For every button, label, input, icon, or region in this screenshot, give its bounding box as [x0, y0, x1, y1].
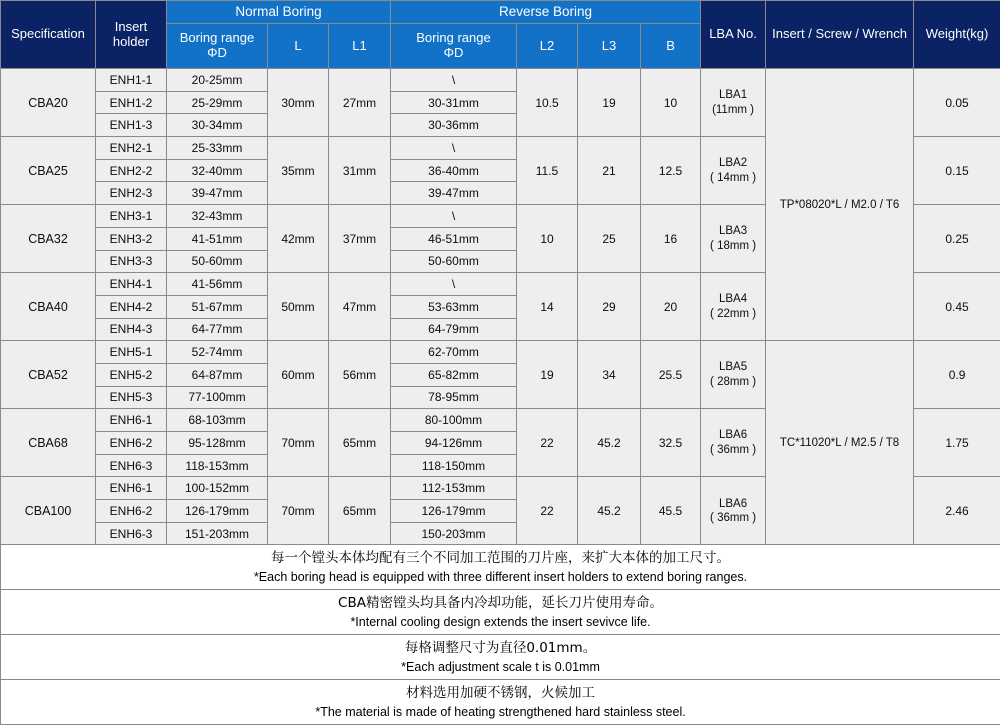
- cell-weight: 2.46: [914, 477, 1000, 545]
- cell-normal-boring-range: 100-152mm: [167, 477, 268, 500]
- cell-insert-holder: ENH6-1: [96, 477, 167, 500]
- cell-reverse-l3: 45.2: [578, 477, 641, 545]
- note-row: [1, 635, 1000, 680]
- cell-normal-boring-range: 118-153mm: [167, 454, 268, 477]
- cell-normal-boring-range: 64-87mm: [167, 363, 268, 386]
- header-specification: Specification: [1, 1, 96, 69]
- cell-normal-boring-range: 52-74mm: [167, 341, 268, 364]
- cell-reverse-l2: 19: [517, 341, 578, 409]
- lba-name: LBA5: [718, 361, 748, 374]
- cell-normal-boring-range: 32-43mm: [167, 205, 268, 228]
- lba-size: ( 22mm ): [710, 307, 757, 320]
- cell-reverse-boring-range: 150-203mm: [391, 522, 517, 545]
- cell-normal-l: 60mm: [268, 341, 329, 409]
- cell-normal-boring-range: 41-51mm: [167, 227, 268, 250]
- header-l: L: [268, 24, 329, 69]
- header-insert-screw-wrench: Insert / Screw / Wrench: [766, 1, 914, 69]
- cell-reverse-boring-range: 30-31mm: [391, 91, 517, 114]
- cell-weight: 1.75: [914, 409, 1000, 477]
- note-row: [1, 590, 1000, 635]
- cell-normal-l: 70mm: [268, 409, 329, 477]
- note-cell: [1, 680, 1000, 725]
- cell-reverse-boring-range: 78-95mm: [391, 386, 517, 409]
- cell-reverse-l2: 22: [517, 409, 578, 477]
- lba-name: LBA4: [718, 293, 748, 306]
- cell-specification: CBA25: [1, 137, 96, 205]
- cell-normal-l: 35mm: [268, 137, 329, 205]
- cell-reverse-l2: 10: [517, 205, 578, 273]
- lba-name: LBA2: [718, 157, 748, 170]
- lba-size: ( 18mm ): [710, 239, 757, 252]
- cell-lba-no: [701, 69, 766, 137]
- cell-normal-boring-range: 25-29mm: [167, 91, 268, 114]
- cell-specification: CBA40: [1, 273, 96, 341]
- cell-reverse-b: 12.5: [641, 137, 701, 205]
- cell-lba-no: [701, 273, 766, 341]
- header-weight: Weight(kg): [914, 1, 1000, 69]
- cell-normal-boring-range: 151-203mm: [167, 522, 268, 545]
- note-row: [1, 680, 1000, 725]
- cell-normal-boring-range: 68-103mm: [167, 409, 268, 432]
- cell-normal-l1: 27mm: [329, 69, 391, 137]
- note-cell: [1, 545, 1000, 590]
- cell-normal-l1: 56mm: [329, 341, 391, 409]
- cell-normal-l1: 31mm: [329, 137, 391, 205]
- cell-reverse-b: 45.5: [641, 477, 701, 545]
- cell-normal-boring-range: 64-77mm: [167, 318, 268, 341]
- cell-reverse-l3: 29: [578, 273, 641, 341]
- note-cell: [1, 635, 1000, 680]
- header-boring-range-symbol: ΦD: [443, 45, 464, 60]
- cell-normal-l1: 65mm: [329, 477, 391, 545]
- cell-normal-l: 42mm: [268, 205, 329, 273]
- cell-insert-holder: ENH4-3: [96, 318, 167, 341]
- note-text-chinese: 每一个镗头本体均配有三个不同加工范围的刀片座，来扩大本体的加工尺寸。: [271, 549, 731, 566]
- cell-normal-boring-range: 51-67mm: [167, 295, 268, 318]
- note-text-english: *Each boring head is equipped with three different insert holders to extend boring ranges.: [253, 570, 748, 585]
- cell-reverse-boring-range: \: [391, 69, 517, 92]
- lba-name: LBA6: [718, 429, 748, 442]
- cell-insert-holder: ENH5-2: [96, 363, 167, 386]
- note-text-chinese: 每格调整尺寸为直径0.01mm。: [404, 639, 597, 656]
- cell-weight: 0.25: [914, 205, 1000, 273]
- cell-reverse-b: 20: [641, 273, 701, 341]
- cell-insert-holder: ENH2-1: [96, 137, 167, 160]
- header-lba-no: LBA No.: [701, 1, 766, 69]
- cell-normal-l: 50mm: [268, 273, 329, 341]
- note-text-chinese: 材料选用加硬不锈钢，火候加工: [406, 684, 596, 701]
- lba-size: (11mm ): [712, 103, 755, 116]
- cell-lba-no: [701, 409, 766, 477]
- header-normal-boring: Normal Boring: [167, 1, 391, 24]
- cell-normal-boring-range: 32-40mm: [167, 159, 268, 182]
- cell-insert-holder: ENH3-1: [96, 205, 167, 228]
- cell-specification: CBA68: [1, 409, 96, 477]
- cell-insert-holder: ENH1-1: [96, 69, 167, 92]
- header-l3: L3: [578, 24, 641, 69]
- cell-normal-boring-range: 41-56mm: [167, 273, 268, 296]
- header-insert-holder-line2: holder: [112, 33, 150, 49]
- cell-reverse-b: 10: [641, 69, 701, 137]
- note-text-chinese: CBA精密镗头均具备内冷却功能，延长刀片使用寿命。: [338, 594, 663, 611]
- cell-normal-boring-range: 39-47mm: [167, 182, 268, 205]
- cell-insert-holder: ENH4-2: [96, 295, 167, 318]
- cell-insert-holder: ENH6-2: [96, 432, 167, 455]
- cell-reverse-boring-range: 36-40mm: [391, 159, 517, 182]
- header-boring-range-label: Boring range: [179, 30, 255, 46]
- cell-normal-boring-range: 126-179mm: [167, 500, 268, 523]
- table-header: [1, 1, 1000, 69]
- cell-normal-boring-range: 20-25mm: [167, 69, 268, 92]
- cell-normal-boring-range: 30-34mm: [167, 114, 268, 137]
- cell-reverse-l3: 34: [578, 341, 641, 409]
- header-reverse-boring-range: [391, 24, 517, 69]
- cell-reverse-boring-range: 118-150mm: [391, 454, 517, 477]
- cell-insert-holder: ENH1-2: [96, 91, 167, 114]
- lba-name: LBA3: [718, 225, 748, 238]
- cell-reverse-b: 32.5: [641, 409, 701, 477]
- cell-normal-l1: 37mm: [329, 205, 391, 273]
- lba-size: ( 36mm ): [710, 511, 757, 524]
- cell-reverse-boring-range: \: [391, 137, 517, 160]
- header-normal-boring-range: [167, 24, 268, 69]
- note-text-english: *Each adjustment scale t is 0.01mm: [401, 660, 600, 675]
- cell-reverse-b: 16: [641, 205, 701, 273]
- cell-insert-holder: ENH6-2: [96, 500, 167, 523]
- table-row: [1, 69, 1000, 92]
- cell-specification: CBA20: [1, 69, 96, 137]
- header-reverse-boring: Reverse Boring: [391, 1, 701, 24]
- header-row-groups: [1, 1, 1000, 24]
- cell-reverse-boring-range: 80-100mm: [391, 409, 517, 432]
- note-text-english: *Internal cooling design extends the insert sevivce life.: [350, 615, 651, 630]
- cell-lba-no: [701, 137, 766, 205]
- cell-normal-boring-range: 95-128mm: [167, 432, 268, 455]
- cell-lba-no: [701, 477, 766, 545]
- cell-reverse-l2: 10.5: [517, 69, 578, 137]
- cell-reverse-boring-range: 64-79mm: [391, 318, 517, 341]
- cell-reverse-boring-range: 46-51mm: [391, 227, 517, 250]
- header-insert-holder: [96, 1, 167, 69]
- table-body: [1, 69, 1000, 725]
- cell-lba-no: [701, 341, 766, 409]
- cell-insert-holder: ENH1-3: [96, 114, 167, 137]
- cell-insert-holder: ENH6-1: [96, 409, 167, 432]
- cell-weight: 0.15: [914, 137, 1000, 205]
- cell-insert-holder: ENH6-3: [96, 522, 167, 545]
- note-cell: [1, 590, 1000, 635]
- cell-weight: 0.9: [914, 341, 1000, 409]
- cell-reverse-l2: 14: [517, 273, 578, 341]
- cell-insert-holder: ENH3-2: [96, 227, 167, 250]
- cell-insert-holder: ENH6-3: [96, 454, 167, 477]
- cell-weight: 0.45: [914, 273, 1000, 341]
- cell-reverse-boring-range: \: [391, 273, 517, 296]
- cell-reverse-boring-range: 39-47mm: [391, 182, 517, 205]
- cell-reverse-boring-range: 50-60mm: [391, 250, 517, 273]
- cell-insert-holder: ENH2-2: [96, 159, 167, 182]
- header-l1: L1: [329, 24, 391, 69]
- cell-insert-holder: ENH5-3: [96, 386, 167, 409]
- cell-reverse-l2: 22: [517, 477, 578, 545]
- cell-specification: CBA52: [1, 341, 96, 409]
- note-text-english: *The material is made of heating strengthened hard stainless steel.: [315, 705, 686, 720]
- cell-insert-holder: ENH2-3: [96, 182, 167, 205]
- cell-reverse-boring-range: 94-126mm: [391, 432, 517, 455]
- cell-reverse-boring-range: 112-153mm: [391, 477, 517, 500]
- header-l2: L2: [517, 24, 578, 69]
- cell-lba-no: [701, 205, 766, 273]
- cell-reverse-boring-range: 65-82mm: [391, 363, 517, 386]
- lba-name: LBA1: [718, 89, 748, 102]
- note-row: [1, 545, 1000, 590]
- cell-reverse-l3: 45.2: [578, 409, 641, 477]
- cell-normal-l: 70mm: [268, 477, 329, 545]
- cell-reverse-l3: 19: [578, 69, 641, 137]
- cell-normal-l1: 47mm: [329, 273, 391, 341]
- cell-insert-holder: ENH5-1: [96, 341, 167, 364]
- cell-reverse-l3: 25: [578, 205, 641, 273]
- header-insert-holder-line1: Insert: [114, 18, 148, 34]
- cell-specification: CBA32: [1, 205, 96, 273]
- cell-insert-holder: ENH4-1: [96, 273, 167, 296]
- header-b: B: [641, 24, 701, 69]
- cell-normal-boring-range: 50-60mm: [167, 250, 268, 273]
- cell-reverse-boring-range: 62-70mm: [391, 341, 517, 364]
- cell-reverse-boring-range: \: [391, 205, 517, 228]
- cell-normal-boring-range: 77-100mm: [167, 386, 268, 409]
- lba-size: ( 14mm ): [710, 171, 757, 184]
- cell-reverse-b: 25.5: [641, 341, 701, 409]
- cell-insert-holder: ENH3-3: [96, 250, 167, 273]
- cell-reverse-boring-range: 30-36mm: [391, 114, 517, 137]
- cell-normal-l: 30mm: [268, 69, 329, 137]
- cell-reverse-boring-range: 126-179mm: [391, 500, 517, 523]
- lba-size: ( 36mm ): [710, 443, 757, 456]
- cell-insert-screw-wrench: TC*11020*L / M2.5 / T8: [766, 341, 914, 545]
- cell-reverse-l2: 11.5: [517, 137, 578, 205]
- lba-name: LBA6: [718, 497, 748, 510]
- cell-normal-l1: 65mm: [329, 409, 391, 477]
- cell-weight: 0.05: [914, 69, 1000, 137]
- cell-normal-boring-range: 25-33mm: [167, 137, 268, 160]
- cell-insert-screw-wrench: TP*08020*L / M2.0 / T6: [766, 69, 914, 341]
- table-row: [1, 341, 1000, 364]
- header-boring-range-label: Boring range: [416, 30, 491, 46]
- cell-specification: CBA100: [1, 477, 96, 545]
- cell-reverse-boring-range: 53-63mm: [391, 295, 517, 318]
- cell-reverse-l3: 21: [578, 137, 641, 205]
- header-boring-range-symbol: ΦD: [207, 45, 227, 60]
- lba-size: ( 28mm ): [710, 375, 757, 388]
